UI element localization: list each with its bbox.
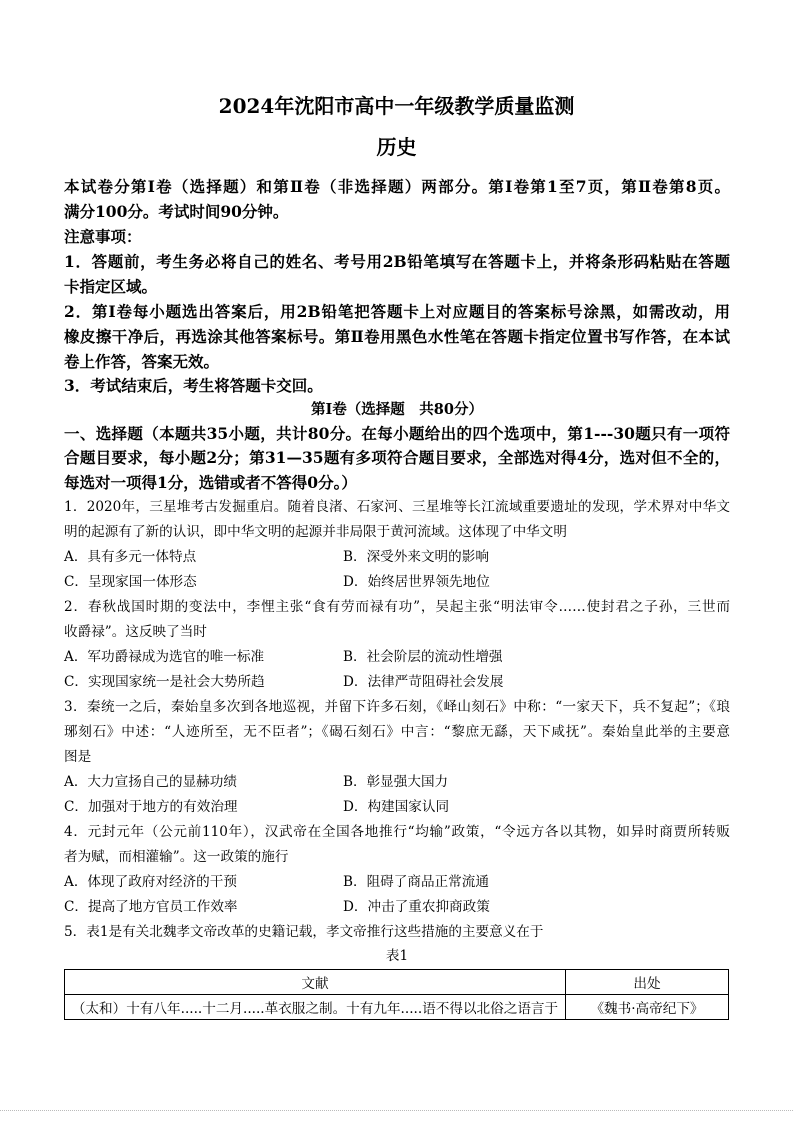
table-1 xyxy=(64,969,729,1020)
option-d: D．构建国家认同 xyxy=(343,799,450,815)
option-c: C．呈现家国一体形态 xyxy=(64,574,197,590)
section-instructions: 一、选择题（本题共35小题，共计80分。在每小题给出的四个选项中，第1---30题只有一项符 xyxy=(64,424,730,443)
notice-item: 3．考试结束后，考生将答题卡交回。 xyxy=(64,376,323,395)
option-c: C．提高了地方官员工作效率 xyxy=(64,899,238,915)
notice-item: 1．答题前，考生务必将自己的姓名、考号用2B铅笔填写在答题卡上，并将条形码粘贴在答题 xyxy=(64,252,730,271)
question-stem: 2．春秋战国时期的变法中，李悝主张“食有劳而禄有功”，吴起主张“明法审令……使封君之子孙，三世而 xyxy=(64,599,730,615)
question-1 xyxy=(64,495,730,595)
option-a: A．军功爵禄成为选官的唯一标准 xyxy=(64,649,265,665)
option-b: B．社会阶层的流动性增强 xyxy=(343,649,503,665)
table-header: 文献 xyxy=(65,970,566,995)
option-a: A．具有多元一体特点 xyxy=(64,549,197,565)
section-title: 第Ⅰ卷（选择题 共80分） xyxy=(311,401,483,418)
option-d: D．始终居世界领先地位 xyxy=(343,574,490,590)
table-row xyxy=(65,995,729,1020)
page-bottom-divider xyxy=(0,1110,793,1111)
option-b: B．彰显强大国力 xyxy=(343,774,449,790)
question-stem: 者为赋，而相灌输”。这一政策的施行 xyxy=(64,849,289,865)
question-5 xyxy=(64,920,730,967)
option-c: C．实现国家统一是社会大势所趋 xyxy=(64,674,265,690)
notice-heading: 注意事项： xyxy=(64,227,142,246)
intro-line: 本试卷分第Ⅰ卷（选择题）和第Ⅱ卷（非选择题）两部分。第Ⅰ卷第1至7页，第Ⅱ卷第8页。 xyxy=(64,177,731,196)
section-instructions: 每选对一项得1分，选错或者不答得0分。） xyxy=(64,473,357,492)
section-instructions: 合题目要求，每小题2分；第31—35题有多项符合题目要求，全部选对得4分，选对但不全的， xyxy=(64,448,730,467)
exam-title: 2024年沈阳市高中一年级教学质量监测 xyxy=(218,94,575,118)
question-stem: 琊刻石》中述：“人迹所至，无不臣者”；《碣石刻石》中言：“黎庶无繇，天下咸抚”。秦始皇此举的主要意 xyxy=(64,724,730,740)
question-stem: 1．2020年，三星堆考古发掘重启。随着良渚、石家河、三星堆等长江流域重要遗址的发现，学术界对中华文 xyxy=(64,499,730,515)
option-d: D．法律严苛阻碍社会发展 xyxy=(343,674,504,690)
question-4 xyxy=(64,820,730,920)
question-2 xyxy=(64,595,730,695)
option-c: C．加强对于地方的有效治理 xyxy=(64,799,238,815)
option-d: D．冲击了重农抑商政策 xyxy=(343,899,490,915)
table-header: 出处 xyxy=(566,970,729,995)
notice-item: 2．第Ⅰ卷每小题选出答案后，用2B铅笔把答题卡上对应题目的答案标号涂黑，如需改动，用 xyxy=(64,302,730,321)
subject-title: 历史 xyxy=(376,135,417,159)
table-header-row xyxy=(65,970,729,995)
exam-body xyxy=(64,174,730,967)
table-cell: 《魏书·高帝纪下》 xyxy=(566,995,729,1020)
notice-item: 卷上作答，答案无效。 xyxy=(64,352,220,371)
question-stem: 3．秦统一之后，秦始皇多次到各地巡视，并留下许多石刻，《峄山刻石》中称：“一家天下，兵不复起”；《琅 xyxy=(64,699,730,715)
notice-item: 橡皮擦干净后，再选涂其他答案标号。第Ⅱ卷用黑色水性笔在答题卡指定位置书写作答，在本试 xyxy=(64,327,730,346)
table-cell: （太和）十有八年.....十二月.....革衣服之制。十有九年.....语不得以北俗之语言于 xyxy=(65,995,566,1020)
intro-line: 满分100分。考试时间90分钟。 xyxy=(64,202,289,221)
question-stem: 5．表1是有关北魏孝文帝改革的史籍记载，孝文帝推行这些措施的主要意义在于 xyxy=(64,924,544,940)
table-caption: 表1 xyxy=(385,948,409,964)
question-stem: 4．元封元年（公元前110年），汉武帝在全国各地推行“均输”政策，“令远方各以其物，如异时商贾所转贩 xyxy=(64,824,730,840)
question-stem: 图是 xyxy=(64,749,92,765)
option-a: A．大力宣扬自己的显赫功绩 xyxy=(64,774,237,790)
question-stem: 收爵禄”。这反映了当时 xyxy=(64,624,207,640)
question-stem: 明的起源有了新的认识，即中华文明的起源并非局限于黄河流域。这体现了中华文明 xyxy=(64,524,567,540)
notice-item: 卡指定区域。 xyxy=(64,277,158,296)
option-b: B．深受外来文明的影响 xyxy=(343,549,489,565)
question-3 xyxy=(64,695,730,820)
option-b: B．阻碍了商品正常流通 xyxy=(343,874,489,890)
option-a: A．体现了政府对经济的干预 xyxy=(64,874,237,890)
